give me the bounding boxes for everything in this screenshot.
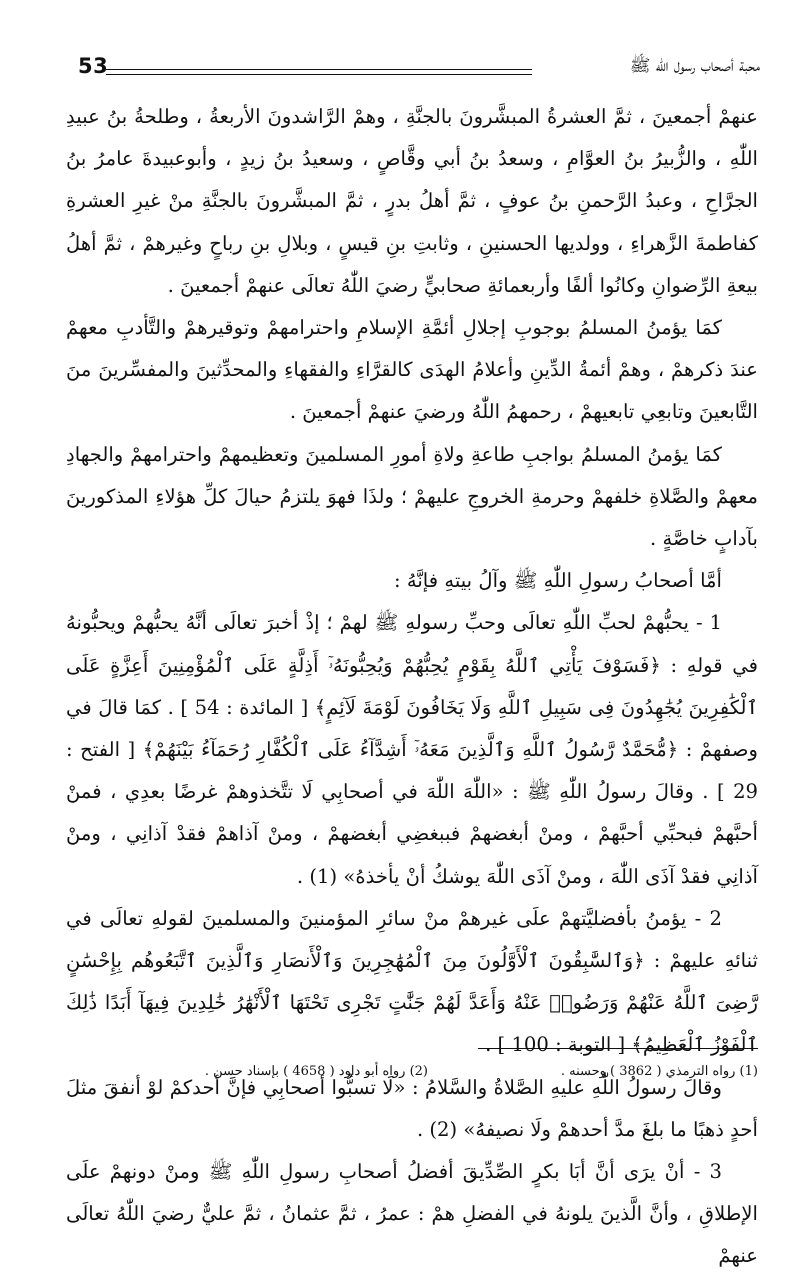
header-rule-double [106,74,532,75]
main-text [66,96,758,1278]
footnote-rule [478,1048,758,1049]
hadith-do-not-curse: وقالَ رسولُ اللّٰهِ عليهِ الصَّلاةُ والسَّلامُ : «لَا تسبُّوا أصحابِي فإنَّ أحدكمْ لوْ أنفقَ مثلَ أحدٍ ذهبًا ما بلغَ مدَّ أحدهمْ ولَا نصيفهُ» (2) . [66,1075,758,1141]
point-1-love: 1 - يحبُّهمْ لحبِّ اللّٰهِ تعالَى وحبِّ رسولهِ ﷺ لهمْ ؛ إذْ أخبرَ تعالَى أنَّهُ يحبُّهمْ ويحبُّونهُ في قولهِ : ﴿فَسَوْفَ يَأْتِي ٱللَّهُ بِقَوْمٍ يُحِبُّهُمْ وَيُحِبُّونَهُۥٓ أَذِلَّةٍ عَلَى ٱلْمُؤْمِنِينَ أَعِزَّةٍ عَلَى ٱلْكَٰفِرِينَ يُجَٰهِدُونَ فِى سَبِيلِ ٱللَّهِ وَلَا يَخَافُونَ لَوْمَةَ لَآئِمٍ﴾ [ المائدة : 54 ] . كمَا قالَ في وصفهمْ : ﴿مُّحَمَّدٌ رَّسُولُ ٱللَّهِ وَٱلَّذِينَ مَعَهُۥٓ أَشِدَّآءُ عَلَى ٱلْكُفَّارِ رُحَمَآءُ بَيْنَهُمْ﴾ [ الفتح : 29 ] . وقالَ رسولُ اللّٰهِ ﷺ : «اللّٰهَ اللّٰهَ في أصحابِي لَا تتَّخذوهمْ غرضًا بعدِي ، فمنْ أحبَّهمْ فبحبِّي أحبَّهمْ ، ومنْ أبغضهمْ فببغضِي أبغضهمْ ، ومنْ آذاهمْ فقدْ آذانِي ، ومنْ آذانِي فقدْ آذَى اللّٰهَ ، ومنْ آذَى اللّٰهَ يوشكُ أنْ يأخذهُ» (1) . [66,611,758,888]
page-number: 53 [78,54,109,78]
header-rule [106,69,532,70]
point-2-virtue: 2 - يؤمنُ بأفضليَّتهمْ علَى غيرهمْ منْ سائرِ المؤمنينَ والمسلمينَ لقولهِ تعالَى في ثنائهِ عليهمْ : ﴿وَٱلسَّٰبِقُونَ ٱلْأَوَّلُونَ مِنَ ٱلْمُهَٰجِرِينَ وَٱلْأَنصَارِ وَٱلَّذِينَ ٱتَّبَعُوهُم بِإِحْسَٰنٍ رَّضِىَ ٱللَّهُ عَنْهُمْ وَرَضُوا۟ عَنْهُ وَأَعَدَّ لَهُمْ جَنَّٰتٍ تَجْرِى تَحْتَهَا ٱلْأَنْهَٰرُ خَٰلِدِينَ فِيهَآ أَبَدًا ذَٰلِكَ ٱلْفَوْزُ ٱلْعَظِيمُ﴾ [ التوبة : 100 ] . [66,906,758,1057]
paragraph-imams: كمَا يؤمنُ المسلمُ بوجوبِ إجلالِ أئمَّةِ الإسلامِ واحترامهمْ وتوقيرهمْ والتَّأدبِ معهمْ عندَ ذكرهمْ ، وهمْ أئمةُ الدِّينِ وأعلامُ الهدَى كالقرَّاءِ والفقهاءِ والمحدِّثينَ والمفسِّرينَ منَ التَّابعينَ وتابعِي تابعيهمْ ، رحمهمُ اللّٰهُ ورضيَ عنهمْ أجمعينَ . [66,316,758,424]
footnote-2: (2) رواه أبو داود ( 4658 ) بإسناد حسن . [204,1064,428,1079]
section-heading-companions: أمَّا أصحابُ رسولِ اللّٰهِ ﷺ وآلُ بيتهِ فإنَّهُ : [393,569,722,593]
page-header [70,52,760,90]
running-title: محبة أصحاب رسول الله ﷺ [629,56,760,76]
paragraph-rulers: كمَا يؤمنُ المسلمُ بواجبِ طاعةِ ولاةِ أمورِ المسلمينَ وتعظيمهمْ واحترامهمْ والجهادِ معهمْ والصَّلاةِ خلفهمْ وحرمةِ الخروجِ عليهمْ ؛ ولذَا فهوَ يلتزمُ حيالَ كلِّ هؤلاءِ المذكورينَ بآدابٍ خاصَّةٍ . [66,442,758,551]
footnote-1: (1) رواه الترمذي ( 3862 ) وحسنه . [560,1064,758,1079]
paragraph-companions-ranks: عنهمْ أجمعينَ ، ثمَّ العشرةُ المبشَّرونَ بالجنَّةِ ، وهمْ الرَّاشدونَ الأربعةُ ، وطلحةُ بنُ عبيدِ اللّٰهِ ، والزُّبيرُ بنُ العوَّامِ ، وسعدُ بنُ أبي وقَّاصٍ ، وسعيدُ بنُ زيدٍ ، وأبوعبيدةَ عامرُ بنُ الجرَّاحِ ، وعبدُ الرَّحمنِ بنُ عوفٍ ، ثمَّ أهلُ بدرٍ ، ثمَّ المبشَّرونَ بالجنَّةِ منْ غيرِ العشرةِ كفاطمةَ الزَّهراءِ ، وولديها الحسنينِ ، وثابتِ بنِ قيسٍ ، وبلالِ بنِ رباحٍ وغيرهمْ ، ثمَّ أهلُ بيعةِ الرِّضوانِ وكانُوا ألفًا وأربعمائةِ صحابيٍّ رضيَ اللّٰهُ تعالَى عنهمْ أجمعينَ . [66,105,758,297]
point-3-abu-bakr: 3 - أنْ يرَى أنَّ أبَا بكرٍ الصِّدِّيقَ أفضلُ أصحابِ رسولِ اللّٰهِ ﷺ ومنْ دونهمْ علَى الإطلاقِ ، وأنَّ الَّذينَ يلونهُ في الفضلِ همْ : عمرُ ، ثمَّ عثمانُ ، ثمَّ عليٌّ رضيَ اللّٰهُ تعالَى عنهمْ [66,1160,758,1268]
